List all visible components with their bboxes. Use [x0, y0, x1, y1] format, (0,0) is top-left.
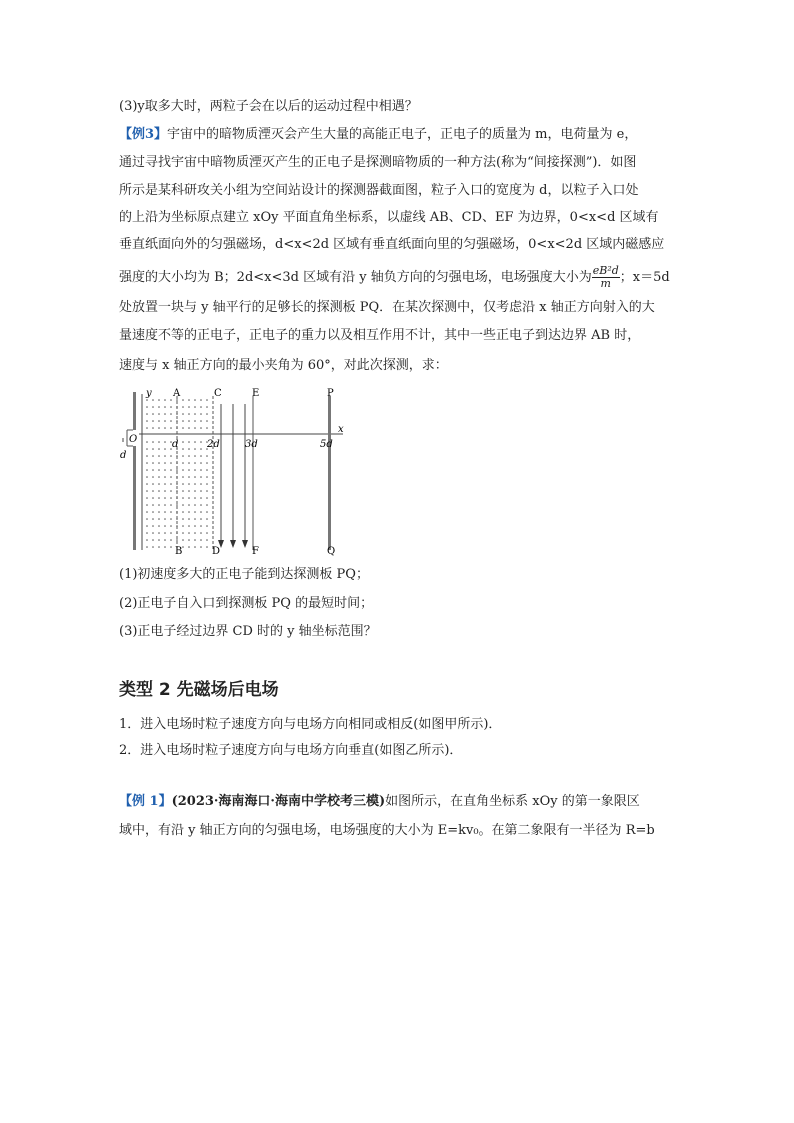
field-dot — [200, 546, 202, 548]
field-dot — [152, 399, 154, 401]
field-dot — [170, 427, 172, 429]
field-dot — [206, 497, 208, 499]
field-dot — [146, 462, 148, 464]
field-dot — [158, 399, 160, 401]
field-dot — [194, 511, 196, 513]
field-dot — [164, 504, 166, 506]
field-dot — [200, 441, 202, 443]
field-dot — [188, 462, 190, 464]
field-dot — [152, 427, 154, 429]
field-dot — [170, 406, 172, 408]
field-dot — [194, 532, 196, 534]
field-dot — [206, 490, 208, 492]
field-dot — [188, 532, 190, 534]
field-dot — [146, 525, 148, 527]
field-dot — [158, 406, 160, 408]
sub-question-1: (1)初速度多大的正电子能到达探测板 PQ； — [119, 567, 369, 582]
origin-label: O — [129, 434, 138, 445]
example-1-text-1: 如图所示，在直角坐标系 xOy 的第一象限区 — [385, 794, 640, 809]
field-dot — [152, 525, 154, 527]
field-dot — [152, 497, 154, 499]
field-dot — [188, 518, 190, 520]
field-dot — [164, 455, 166, 457]
field-dot — [164, 427, 166, 429]
field-dot — [164, 483, 166, 485]
example-1-line-1 — [119, 793, 640, 811]
field-dot — [182, 504, 184, 506]
field-dot — [152, 469, 154, 471]
field-dot — [164, 490, 166, 492]
field-dot — [164, 539, 166, 541]
field-dot — [158, 441, 160, 443]
field-dot — [206, 532, 208, 534]
label-D: D — [212, 546, 221, 557]
example-3-line-6 — [119, 263, 670, 293]
y-axis-label: y — [146, 388, 152, 399]
field-dot — [152, 406, 154, 408]
field-dot — [146, 483, 148, 485]
field-dot — [182, 441, 184, 443]
field-dot — [146, 469, 148, 471]
field-dot — [182, 546, 184, 548]
field-dot — [188, 504, 190, 506]
field-dot — [188, 525, 190, 527]
field-dot — [170, 490, 172, 492]
tick-label-d: d — [172, 439, 179, 450]
field-dot — [182, 427, 184, 429]
field-dot — [158, 490, 160, 492]
field-dot — [200, 462, 202, 464]
example-3-line-2: 通过寻找宇宙中暗物质湮灭产生的正电子是探测暗物质的一种方法(称为“间接探测”)．如图 — [119, 155, 637, 170]
field-dot — [170, 525, 172, 527]
field-dot — [200, 413, 202, 415]
field-dot — [194, 518, 196, 520]
field-dot — [188, 448, 190, 450]
field-dot — [182, 539, 184, 541]
field-dot — [146, 476, 148, 478]
field-dot — [158, 476, 160, 478]
field-dot — [158, 518, 160, 520]
field-dot — [170, 399, 172, 401]
field-dot — [152, 546, 154, 548]
label-A: A — [173, 388, 181, 399]
entrance-width-label: d — [120, 450, 127, 461]
field-dot — [164, 469, 166, 471]
field-dot — [194, 455, 196, 457]
field-dot — [182, 420, 184, 422]
field-dot — [170, 504, 172, 506]
field-dot — [170, 413, 172, 415]
field-dot — [158, 511, 160, 513]
field-dot — [206, 476, 208, 478]
field-dot — [182, 399, 184, 401]
field-dot — [164, 532, 166, 534]
example-3-line-7: 处放置一块与 y 轴平行的足够长的探测板 PQ．在某次探测中，仅考虑沿 x 轴正方向射入的大 — [119, 300, 655, 315]
example-3-line-6b: ；x＝5d — [619, 270, 670, 285]
field-dot — [170, 518, 172, 520]
field-dot — [182, 532, 184, 534]
field-dot — [200, 490, 202, 492]
field-dot — [158, 483, 160, 485]
field-dot — [206, 469, 208, 471]
field-dot — [206, 462, 208, 464]
field-dot — [200, 539, 202, 541]
field-dot — [200, 476, 202, 478]
field-dot — [158, 427, 160, 429]
field-dot — [200, 406, 202, 408]
field-dot — [170, 455, 172, 457]
section-2-heading: 类型 2 先磁场后电场 — [119, 680, 279, 700]
question-3-prev: (3)y取多大时，两粒子会在以后的运动过程中相遇？ — [119, 99, 418, 114]
field-dot — [158, 532, 160, 534]
field-dot — [158, 462, 160, 464]
label-F: F — [252, 546, 259, 557]
field-dot — [200, 483, 202, 485]
field-dot — [194, 497, 196, 499]
field-dot — [188, 490, 190, 492]
field-dot — [188, 441, 190, 443]
field-dot — [146, 518, 148, 520]
field-dot — [194, 525, 196, 527]
field-dot — [146, 532, 148, 534]
label-P: P — [327, 388, 334, 399]
field-dot — [182, 476, 184, 478]
field-dot — [194, 462, 196, 464]
field-dot — [188, 413, 190, 415]
field-dot — [206, 525, 208, 527]
field-dot — [206, 413, 208, 415]
detector-figure — [115, 384, 355, 560]
section-2-item-2: 2．进入电场时粒子速度方向与电场方向垂直(如图乙所示)． — [119, 743, 463, 758]
field-dot — [206, 511, 208, 513]
field-dot — [200, 399, 202, 401]
example-3-line-8: 量速度不等的正电子，正电子的重力以及相互作用不计，其中一些正电子到达边界 AB 时， — [119, 328, 641, 343]
field-dot — [158, 539, 160, 541]
field-dot — [146, 504, 148, 506]
field-dot — [188, 497, 190, 499]
field-dot — [206, 539, 208, 541]
x-axis-label: x — [338, 424, 344, 435]
field-dot — [206, 483, 208, 485]
field-dot — [158, 469, 160, 471]
field-dot — [152, 539, 154, 541]
field-dot — [188, 399, 190, 401]
field-dot — [200, 469, 202, 471]
field-dot — [188, 511, 190, 513]
field-dot — [194, 483, 196, 485]
field-dot — [146, 427, 148, 429]
field-dot — [182, 497, 184, 499]
example-3-line-3: 所示是某科研攻关小组为空间站设计的探测器截面图，粒子入口的宽度为 d，以粒子入口处 — [119, 183, 639, 198]
field-dot — [152, 462, 154, 464]
field-dot — [206, 399, 208, 401]
field-dot — [188, 483, 190, 485]
field-dot — [146, 420, 148, 422]
field-dot — [194, 399, 196, 401]
field-dot — [206, 504, 208, 506]
field-dot — [182, 455, 184, 457]
field-dot — [200, 504, 202, 506]
field-dot — [164, 518, 166, 520]
field-dot — [170, 420, 172, 422]
label-B: B — [175, 546, 183, 557]
field-dot — [188, 476, 190, 478]
section-2-item-1: 1．进入电场时粒子速度方向与电场方向相同或相反(如图甲所示)． — [119, 717, 502, 732]
field-dot — [158, 448, 160, 450]
field-dot — [164, 511, 166, 513]
field-dot — [194, 476, 196, 478]
field-dot — [206, 518, 208, 520]
label-Q: Q — [327, 546, 336, 557]
field-dot — [182, 413, 184, 415]
entrance-wall-bottom — [133, 446, 136, 550]
field-dot — [188, 546, 190, 548]
tick-label-5d: 5d — [320, 439, 333, 450]
field-dot — [164, 399, 166, 401]
field-dot — [146, 511, 148, 513]
field-dot — [182, 490, 184, 492]
field-dot — [194, 441, 196, 443]
field-dot — [146, 399, 148, 401]
field-dot — [176, 399, 178, 401]
example-3-line-4: 的上沿为坐标原点建立 xOy 平面直角坐标系，以虚线 AB、CD、EF 为边界，0<x<d 区域有 — [119, 210, 659, 225]
field-dot — [152, 448, 154, 450]
field-dot — [182, 483, 184, 485]
field-dot — [200, 525, 202, 527]
field-dot — [194, 413, 196, 415]
field-dot — [200, 511, 202, 513]
field-dot — [206, 546, 208, 548]
field-dot — [170, 476, 172, 478]
field-dot — [194, 406, 196, 408]
entrance-wall-top — [133, 392, 136, 430]
field-dot — [182, 511, 184, 513]
field-dot — [194, 490, 196, 492]
field-dot — [194, 427, 196, 429]
field-dot — [188, 406, 190, 408]
field-dot — [164, 476, 166, 478]
field-dot — [152, 483, 154, 485]
field-dot — [152, 490, 154, 492]
field-dot — [170, 532, 172, 534]
field-dot — [194, 420, 196, 422]
field-dot — [152, 504, 154, 506]
field-dot — [206, 420, 208, 422]
field-dot — [146, 497, 148, 499]
field-dot — [194, 539, 196, 541]
field-dot — [206, 427, 208, 429]
field-dot — [194, 469, 196, 471]
field-dot — [164, 413, 166, 415]
field-dot — [182, 406, 184, 408]
fraction-denominator: m — [600, 277, 611, 290]
example-3-line-9: 速度与 x 轴正方向的最小夹角为 60°，对此次探测，求： — [119, 358, 448, 373]
field-dot — [188, 539, 190, 541]
field-dot — [164, 525, 166, 527]
field-dot — [152, 511, 154, 513]
field-dot — [146, 448, 148, 450]
field-dot — [170, 483, 172, 485]
field-dot — [164, 462, 166, 464]
field-dot — [176, 504, 178, 506]
tick-label-3d: 3d — [245, 439, 258, 450]
field-dot — [170, 469, 172, 471]
field-dot — [200, 420, 202, 422]
field-arrows — [218, 540, 248, 548]
field-dot — [146, 441, 148, 443]
field-dot — [182, 525, 184, 527]
field-dot — [200, 427, 202, 429]
field-dot — [146, 546, 148, 548]
example-1-tag: 【例 1】 — [119, 794, 172, 809]
field-dot — [206, 455, 208, 457]
example-3-line-1 — [119, 126, 637, 144]
field-dot — [170, 539, 172, 541]
field-dot — [188, 427, 190, 429]
field-dot — [188, 420, 190, 422]
field-dot — [158, 497, 160, 499]
field-dot — [200, 455, 202, 457]
field-dot — [158, 420, 160, 422]
field-dot — [146, 539, 148, 541]
field-fraction — [592, 265, 620, 290]
field-dot — [188, 455, 190, 457]
field-dot — [182, 462, 184, 464]
field-dot — [152, 413, 154, 415]
example-3-text: 宇宙中的暗物质湮灭会产生大量的高能正电子，正电子的质量为 m，电荷量为 e， — [167, 127, 638, 142]
field-dot — [182, 469, 184, 471]
field-dot — [146, 413, 148, 415]
fraction-numerator: eB²d — [592, 264, 619, 277]
field-dot — [170, 511, 172, 513]
example-1-line-2: 域中，有沿 y 轴正方向的匀强电场，电场强度的大小为 E=kv₀。在第二象限有一半径为 R=b — [119, 823, 655, 838]
example-3-line-5: 垂直纸面向外的匀强磁场，d<x<2d 区域有垂直纸面向里的匀强磁场，0<x<2d 区域内磁感应 — [119, 237, 665, 252]
field-dot — [194, 448, 196, 450]
field-dot — [170, 546, 172, 548]
sub-question-3: (3)正电子经过边界 CD 时的 y 轴坐标范围？ — [119, 624, 377, 639]
field-dot — [158, 525, 160, 527]
field-dot — [176, 539, 178, 541]
tick-label-2d: 2d — [207, 439, 220, 450]
field-dot — [194, 504, 196, 506]
field-dot — [152, 532, 154, 534]
example-3-tag: 【例3】 — [119, 127, 168, 142]
field-dot — [152, 518, 154, 520]
label-E: E — [252, 388, 260, 399]
field-dot — [164, 497, 166, 499]
field-dot — [146, 490, 148, 492]
field-dot — [200, 497, 202, 499]
field-dot — [158, 455, 160, 457]
field-dot — [164, 420, 166, 422]
field-dot — [158, 504, 160, 506]
field-dot — [170, 462, 172, 464]
field-dot — [164, 406, 166, 408]
field-dot — [200, 518, 202, 520]
field-dot — [152, 420, 154, 422]
field-dot — [188, 469, 190, 471]
field-dot — [152, 476, 154, 478]
field-dot — [146, 406, 148, 408]
sub-question-2: (2)正电子自入口到探测板 PQ 的最短时间； — [119, 596, 374, 611]
field-dot — [164, 448, 166, 450]
field-dot — [164, 546, 166, 548]
field-dot — [170, 497, 172, 499]
field-dot — [194, 546, 196, 548]
field-dot — [182, 448, 184, 450]
field-dot — [176, 469, 178, 471]
field-dot — [200, 448, 202, 450]
field-dot — [164, 441, 166, 443]
field-dot — [152, 441, 154, 443]
example-1-source: (2023·海南海口·海南中学校考三模) — [171, 794, 386, 809]
field-dot — [206, 406, 208, 408]
field-dot — [152, 455, 154, 457]
field-dot — [158, 413, 160, 415]
field-dot — [146, 455, 148, 457]
detector-plate-PQ — [328, 396, 331, 550]
field-dot — [182, 518, 184, 520]
example-3-line-6a: 强度的大小均为 B；2d<x<3d 区域有沿 y 轴负方向的匀强电场，电场强度大小为 — [119, 270, 592, 285]
field-dot — [200, 532, 202, 534]
label-C: C — [214, 388, 222, 399]
field-dot — [158, 546, 160, 548]
